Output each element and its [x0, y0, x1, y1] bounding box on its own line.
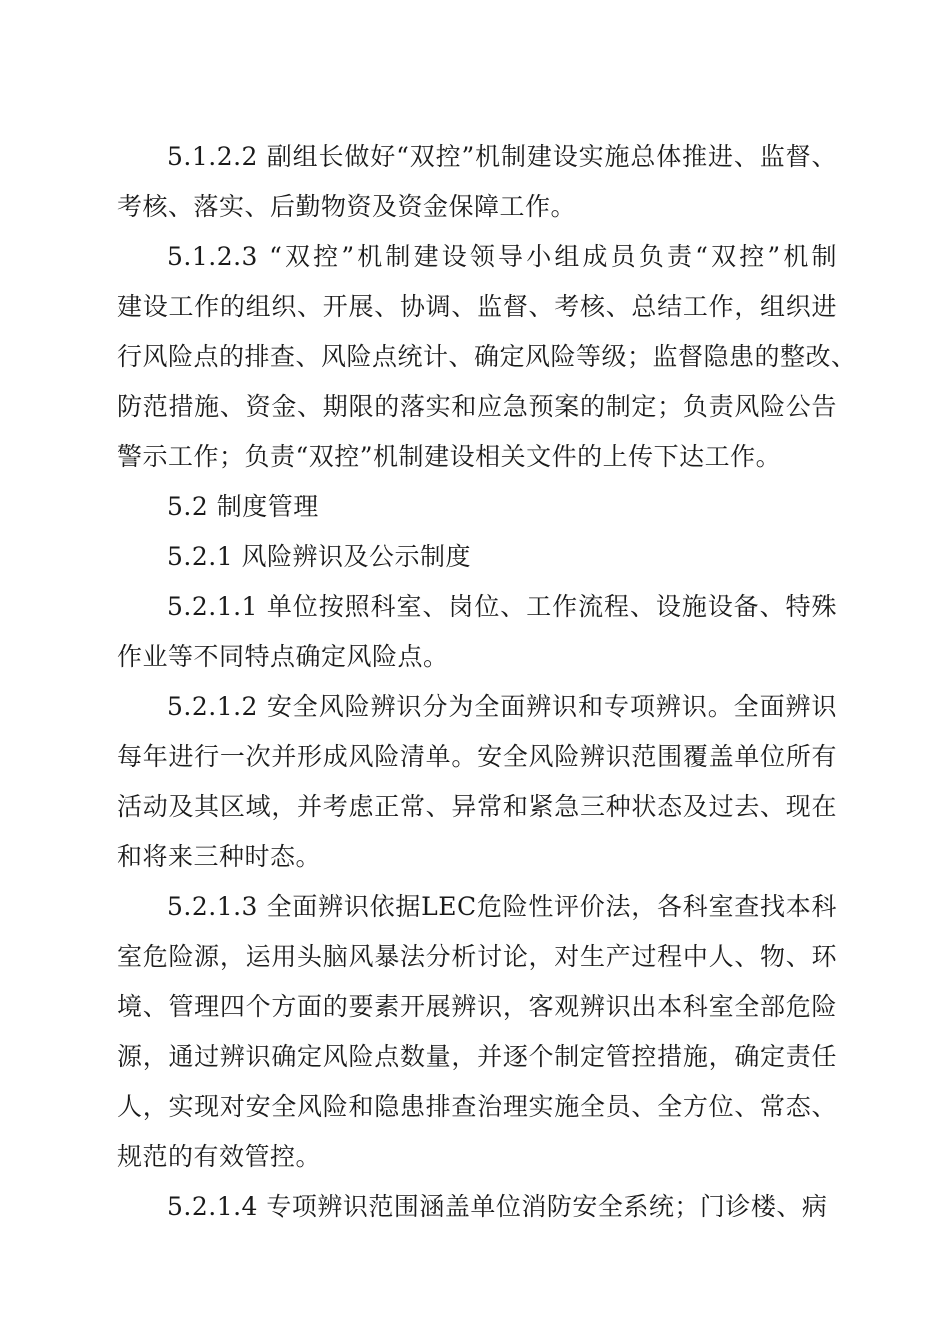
paragraph-5-2-1-2 [117, 682, 837, 882]
text-line: 5.2.1.1 单位按照科室、岗位、工作流程、设施设备、特殊 [167, 592, 837, 621]
text-line: 5.1.2.2 副组长做好“双控”机制建设实施总体推进、监督、 [167, 142, 837, 171]
paragraph-5-2-1-3 [117, 882, 837, 1182]
paragraph-5-2-1-1 [117, 582, 837, 682]
text-line: 5.2.1 风险辨识及公示制度 [167, 542, 472, 571]
text-line: 作业等不同特点确定风险点。 [117, 642, 449, 671]
text-line: 考核、落实、后勤物资及资金保障工作。 [117, 192, 577, 221]
text-line: 防范措施、资金、期限的落实和应急预案的制定；负责风险公告 [117, 392, 837, 421]
text-line: 5.1.2.3 “双控”机制建设领导小组成员负责“双控”机制 [167, 242, 837, 271]
text-line: 行风险点的排查、风险点统计、确定风险等级；监督隐患的整改、 [117, 342, 857, 371]
text-line: 5.2.1.2 安全风险辨识分为全面辨识和专项辨识。全面辨识 [167, 692, 837, 721]
text-line: 规范的有效管控。 [117, 1142, 322, 1171]
paragraph-5-2-1 [117, 532, 837, 582]
text-line: 警示工作；负责“双控”机制建设相关文件的上传下达工作。 [117, 442, 782, 471]
text-line: 5.2.1.3 全面辨识依据LEC危险性评价法，各科室查找本科 [167, 892, 837, 921]
paragraph-5-1-2-3 [117, 232, 857, 482]
text-line: 5.2.1.4 专项辨识范围涵盖单位消防安全系统；门诊楼、病 [167, 1192, 828, 1221]
text-line: 室危险源，运用头脑风暴法分析讨论，对生产过程中人、物、环 [117, 942, 837, 971]
document-body [117, 132, 857, 1232]
text-line: 源，通过辨识确定风险点数量，并逐个制定管控措施，确定责任 [117, 1042, 837, 1071]
text-line: 每年进行一次并形成风险清单。安全风险辨识范围覆盖单位所有 [117, 742, 837, 771]
text-line: 建设工作的组织、开展、协调、监督、考核、总结工作，组织进 [117, 292, 837, 321]
text-line: 5.2 制度管理 [167, 492, 319, 521]
text-line: 和将来三种时态。 [117, 842, 322, 871]
paragraph-5-1-2-2 [117, 132, 837, 232]
text-line: 活动及其区域，并考虑正常、异常和紧急三种状态及过去、现在 [117, 792, 837, 821]
paragraph-5-2 [117, 482, 837, 532]
paragraph-5-2-1-4 [117, 1182, 837, 1232]
text-line: 境、管理四个方面的要素开展辨识，客观辨识出本科室全部危险 [117, 992, 837, 1021]
text-line: 人，实现对安全风险和隐患排查治理实施全员、全方位、常态、 [117, 1092, 837, 1121]
